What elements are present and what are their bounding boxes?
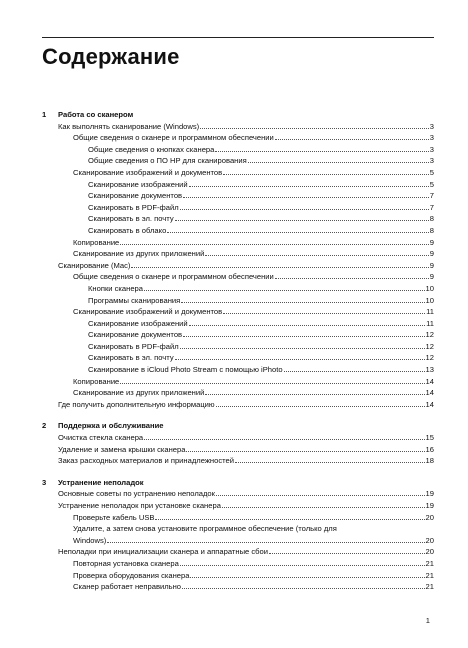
toc-page-number: 12	[425, 330, 434, 340]
chapter-number: 2	[42, 421, 47, 431]
toc-page-number: 15	[425, 433, 434, 443]
toc-entry-continuation[interactable]	[42, 535, 434, 547]
dot-leader	[248, 155, 429, 163]
toc-page-number: 10	[425, 295, 434, 305]
dot-leader	[269, 546, 425, 554]
toc-page-number: 19	[425, 489, 434, 499]
toc-entry[interactable]	[42, 352, 434, 364]
dot-leader	[120, 376, 424, 384]
toc-entry-label: Устранение неполадок при установке сканера	[58, 501, 221, 510]
toc-page-number: 21	[425, 558, 434, 568]
toc-entry[interactable]	[42, 318, 434, 330]
dot-leader	[235, 455, 425, 463]
toc-entry-label: Проверьте кабель USB	[73, 512, 155, 522]
toc-page-number: 9	[429, 237, 434, 247]
toc-page-number: 13	[425, 365, 434, 375]
dot-leader	[175, 213, 429, 221]
toc-entry[interactable]	[42, 364, 434, 376]
toc-page-number: 12	[425, 353, 434, 363]
dot-leader	[190, 570, 424, 578]
dot-leader	[155, 512, 424, 520]
toc-entry[interactable]	[42, 581, 434, 593]
toc-entry-label: Сканировать в облако	[88, 225, 167, 235]
table-of-contents	[42, 109, 434, 593]
toc-entry[interactable]	[42, 202, 434, 214]
toc-page-number: 3	[429, 156, 434, 166]
toc-entry-label: Сканировать в эл. почту	[88, 214, 174, 224]
toc-page-number: 14	[425, 388, 434, 398]
toc-entry[interactable]	[42, 376, 434, 388]
dot-leader	[144, 283, 425, 291]
page-title: Содержание	[42, 44, 180, 69]
toc-entry-label: Сканировать в эл. почту	[88, 353, 174, 363]
toc-entry-label: Заказ расходных материалов и принадлежностей	[58, 456, 234, 466]
toc-page-number: 14	[425, 399, 434, 409]
toc-entry[interactable]	[42, 190, 434, 202]
toc-page-number: 10	[425, 283, 434, 293]
toc-page-number: 5	[429, 167, 434, 177]
toc-entry-label: Сканирование изображений	[88, 318, 188, 328]
toc-entry[interactable]	[42, 295, 434, 307]
dot-leader	[183, 329, 424, 337]
toc-page-number: 16	[425, 444, 434, 454]
toc-entry[interactable]	[42, 570, 434, 582]
chapter-gap	[42, 410, 434, 420]
toc-entry-label: Копирование	[73, 376, 120, 386]
toc-page-number: 7	[429, 202, 434, 212]
toc-page-number: 18	[425, 456, 434, 466]
toc-page-number: 20	[425, 512, 434, 522]
toc-page-number: 5	[429, 179, 434, 189]
toc-entry-label: Где получить дополнительную информацию	[58, 399, 215, 409]
toc-entry-label: Сканирование изображений и документов	[73, 307, 223, 317]
toc-entry[interactable]	[42, 283, 434, 295]
toc-entry-label: Неполадки при инициализации сканера и аппаратные сбои	[58, 547, 268, 557]
dot-leader	[131, 260, 428, 268]
chapter-heading[interactable]	[42, 109, 434, 121]
toc-entry-label: Windows)	[73, 535, 107, 545]
toc-entry[interactable]	[42, 306, 434, 318]
toc-entry-label: Общие сведения о кнопках сканера	[88, 144, 215, 154]
toc-entry[interactable]	[42, 488, 434, 500]
dot-leader	[215, 144, 428, 152]
toc-page-number: 19	[425, 501, 434, 510]
toc-entry-label: Сканировать в PDF-файл	[88, 202, 179, 212]
dot-leader	[186, 444, 424, 452]
toc-entry-label: Сканер работает неправильно	[73, 582, 182, 592]
toc-page-number: 8	[429, 225, 434, 235]
toc-page-number: 3	[429, 144, 434, 154]
toc-page-number: 3	[429, 133, 434, 143]
toc-entry-label: Повторная установка сканера	[73, 558, 179, 568]
chapter-title: Работа со сканером	[58, 110, 134, 119]
toc-entry-label: Общие сведения о сканере и программном обеспечении	[73, 133, 274, 143]
toc-entry-label: Проверка оборудования сканера	[73, 570, 190, 580]
toc-entry-label: Кнопки сканера	[88, 283, 143, 293]
dot-leader	[222, 500, 425, 508]
toc-entry[interactable]	[42, 260, 434, 272]
toc-entry[interactable]	[42, 248, 434, 260]
toc-page-number: 20	[425, 535, 434, 545]
toc-entry[interactable]	[42, 167, 434, 179]
toc-page-number: 12	[425, 341, 434, 351]
toc-entry-label: Сканирование в iCloud Photo Stream с помощью iPhoto	[88, 365, 283, 375]
chapter-heading[interactable]	[42, 477, 434, 489]
toc-entry[interactable]	[42, 213, 434, 225]
dot-leader	[175, 352, 425, 360]
title-rule	[42, 37, 434, 38]
toc-page-number: 9	[429, 272, 434, 282]
chapter-title: Поддержка и обслуживание	[58, 421, 164, 431]
toc-entry[interactable]	[42, 155, 434, 167]
toc-entry-label: Очистка стекла сканера	[58, 433, 144, 443]
dot-leader	[223, 167, 429, 175]
dot-leader	[216, 488, 425, 496]
toc-entry-label: Сканирование изображений и документов	[73, 167, 223, 177]
page-number: 1	[425, 616, 430, 625]
dot-leader	[205, 387, 424, 395]
toc-entry[interactable]	[42, 523, 434, 535]
dot-leader	[223, 306, 425, 314]
dot-leader	[120, 237, 428, 245]
toc-page-number: 3	[429, 121, 434, 131]
dot-leader	[200, 121, 429, 129]
chapter-heading[interactable]	[42, 420, 434, 432]
dot-leader	[189, 179, 429, 187]
chapter-number: 3	[42, 477, 47, 487]
chapter-title: Устранение неполадок	[58, 477, 144, 487]
toc-entry-label: Общие сведения о сканере и программном обеспечении	[73, 272, 274, 282]
toc-page-number: 8	[429, 214, 434, 224]
toc-page-number: 21	[425, 570, 434, 580]
toc-entry-label: Как выполнять сканирование (Windows)	[58, 121, 200, 131]
chapter-number: 1	[42, 110, 47, 119]
toc-entry[interactable]	[42, 500, 434, 512]
toc-entry[interactable]	[42, 399, 434, 411]
toc-entry[interactable]	[42, 179, 434, 191]
dot-leader	[107, 535, 424, 543]
toc-entry-label: Сканировать в PDF-файл	[88, 341, 179, 351]
toc-entry-label: Удалите, а затем снова установите программное обеспечение (только для	[73, 524, 337, 534]
toc-entry-label: Сканирование (Mac)	[58, 260, 131, 270]
toc-page-number: 11	[426, 307, 434, 317]
toc-entry-label: Сканирование документов	[88, 330, 183, 340]
toc-entry-label: Сканирование из других приложений	[73, 249, 205, 259]
toc-entry[interactable]	[42, 512, 434, 524]
toc-page-number: 11	[426, 318, 434, 328]
toc-entry-label: Копирование	[73, 237, 120, 247]
dot-leader	[183, 190, 429, 198]
dot-leader	[216, 399, 425, 407]
toc-entry[interactable]	[42, 455, 434, 467]
toc-entry-label: Сканирование из других приложений	[73, 388, 205, 398]
toc-entry[interactable]	[42, 225, 434, 237]
toc-entry[interactable]	[42, 444, 434, 456]
dot-leader	[167, 225, 428, 233]
toc-entry[interactable]	[42, 387, 434, 399]
toc-entry[interactable]	[42, 432, 434, 444]
toc-entry-label: Сканирование документов	[88, 191, 183, 201]
toc-entry[interactable]	[42, 144, 434, 156]
toc-page-number: 20	[425, 547, 434, 557]
dot-leader	[182, 581, 425, 589]
toc-entry-label: Удаление и замена крышки сканера	[58, 444, 186, 454]
toc-page-number: 14	[425, 376, 434, 386]
dot-leader	[181, 295, 424, 303]
dot-leader	[180, 558, 425, 566]
toc-page-number: 21	[425, 582, 434, 592]
toc-entry-label: Основные советы по устранению неполадок	[58, 489, 215, 499]
toc-entry-label: Программы сканирования	[88, 295, 181, 305]
toc-entry[interactable]	[42, 341, 434, 353]
dot-leader	[284, 364, 425, 372]
dot-leader	[205, 248, 428, 256]
toc-page-number: 7	[429, 191, 434, 201]
toc-entry[interactable]	[42, 329, 434, 341]
toc-entry[interactable]	[42, 237, 434, 249]
toc-page-number: 9	[429, 249, 434, 259]
toc-entry[interactable]	[42, 546, 434, 558]
chapter-gap	[42, 467, 434, 477]
toc-entry[interactable]	[42, 271, 434, 283]
dot-leader	[275, 271, 429, 279]
dot-leader	[144, 432, 424, 440]
toc-entry[interactable]	[42, 558, 434, 570]
dot-leader	[189, 318, 425, 326]
toc-entry-label: Сканирование изображений	[88, 179, 188, 189]
toc-entry[interactable]	[42, 121, 434, 133]
dot-leader	[180, 202, 429, 210]
dot-leader	[180, 341, 425, 349]
dot-leader	[275, 132, 429, 140]
toc-entry-label: Общие сведения о ПО HP для сканирования	[88, 156, 247, 166]
toc-page-number: 9	[429, 260, 434, 270]
toc-entry[interactable]	[42, 132, 434, 144]
